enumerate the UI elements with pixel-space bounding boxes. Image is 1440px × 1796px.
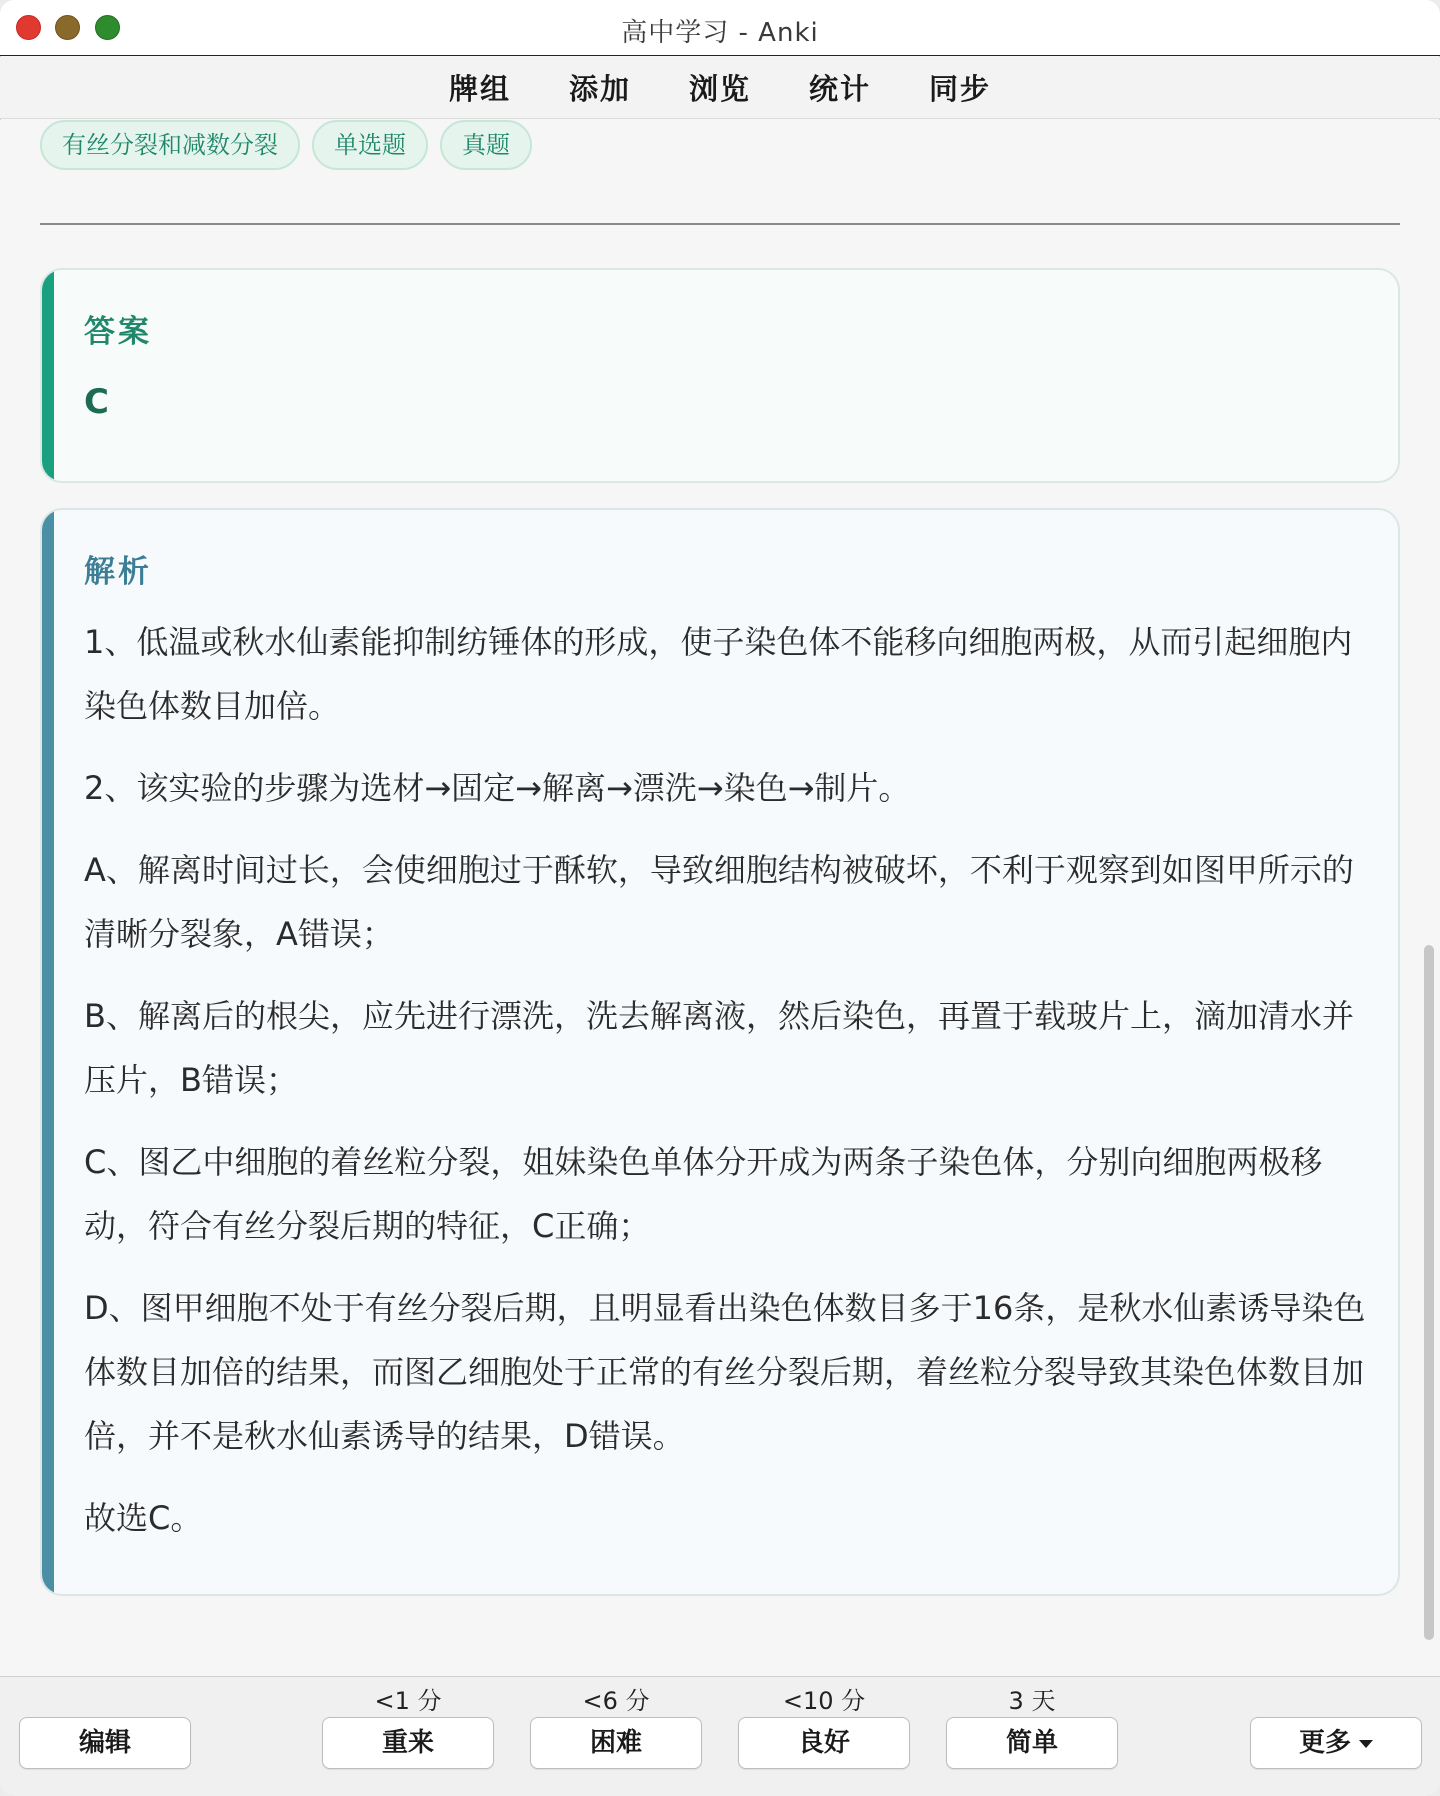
answer-card [40,268,1400,483]
title-bar [0,0,1440,56]
tag-mitosis-meiosis[interactable]: 有丝分裂和减数分裂 [40,120,300,170]
analysis-paragraph: B、解离后的根尖，应先进行漂洗，洗去解离液，然后染色，再置于载玻片上，滴加清水并压片，B错误； [84,997,1354,1099]
analysis-paragraph: 2、该实验的步骤为选材→固定→解离→漂洗→染色→制片。 [84,769,911,807]
good-interval: <10 分 [782,1687,866,1715]
analysis-paragraph: 1、低温或秋水仙素能抑制纺锤体的形成，使子染色体不能移向细胞两极，从而引起细胞内染色体数目加倍。 [84,623,1353,725]
analysis-paragraph: A、解离时间过长，会使细胞过于酥软，导致细胞结构被破坏，不利于观察到如图甲所示的清晰分裂象，A错误； [84,851,1354,953]
hard-interval: <6 分 [582,1687,650,1715]
analysis-paragraph: 故选C。 [84,1499,203,1537]
analysis-heading: 解析 [84,554,152,590]
edit-button[interactable]: 编辑 [19,1717,191,1769]
analysis-card [40,508,1400,1596]
hard-button[interactable]: 困难 [530,1717,702,1769]
menu-add[interactable]: 添加 [568,72,631,106]
window-title: 高中学习 - Anki [621,18,819,48]
chevron-down-icon [1359,1740,1373,1748]
answer-value: C [84,382,109,422]
again-interval: <1 分 [374,1687,442,1715]
again-button[interactable]: 重来 [322,1717,494,1769]
content-scrollbar[interactable] [1424,945,1434,1640]
tag-single-choice[interactable]: 单选题 [312,120,428,170]
menu-stats[interactable]: 统计 [809,72,872,106]
more-button[interactable] [1250,1717,1422,1769]
card-content [0,120,1440,1676]
analysis-paragraph: C、图乙中细胞的着丝粒分裂，姐妹染色单体分开成为两条子染色体，分别向细胞两极移动，符合有丝分裂后期的特征，C正确； [84,1143,1323,1245]
easy-button[interactable]: 简单 [946,1717,1118,1769]
review-bottom-bar [0,1676,1440,1796]
tag-list [40,120,532,170]
analysis-paragraph: D、图甲细胞不处于有丝分裂后期，且明显看出染色体数目多于16条，是秋水仙素诱导染色体数目加倍的结果，而图乙细胞处于正常的有丝分裂后期，着丝粒分裂导致其染色体数目加倍，并不是秋水仙素诱导的结果，D错误。 [84,1289,1366,1455]
answer-heading: 答案 [84,314,152,350]
top-menu [0,57,1440,119]
menu-sync[interactable]: 同步 [929,72,992,106]
answer-divider [40,223,1400,225]
menu-browse[interactable]: 浏览 [688,72,751,106]
menu-decks[interactable]: 牌组 [448,72,511,106]
analysis-body [84,610,1374,1568]
good-button[interactable]: 良好 [738,1717,910,1769]
easy-interval: 3 天 [1008,1687,1056,1715]
tag-real-exam[interactable]: 真题 [440,120,532,170]
more-label: 更多 [1298,1728,1351,1758]
